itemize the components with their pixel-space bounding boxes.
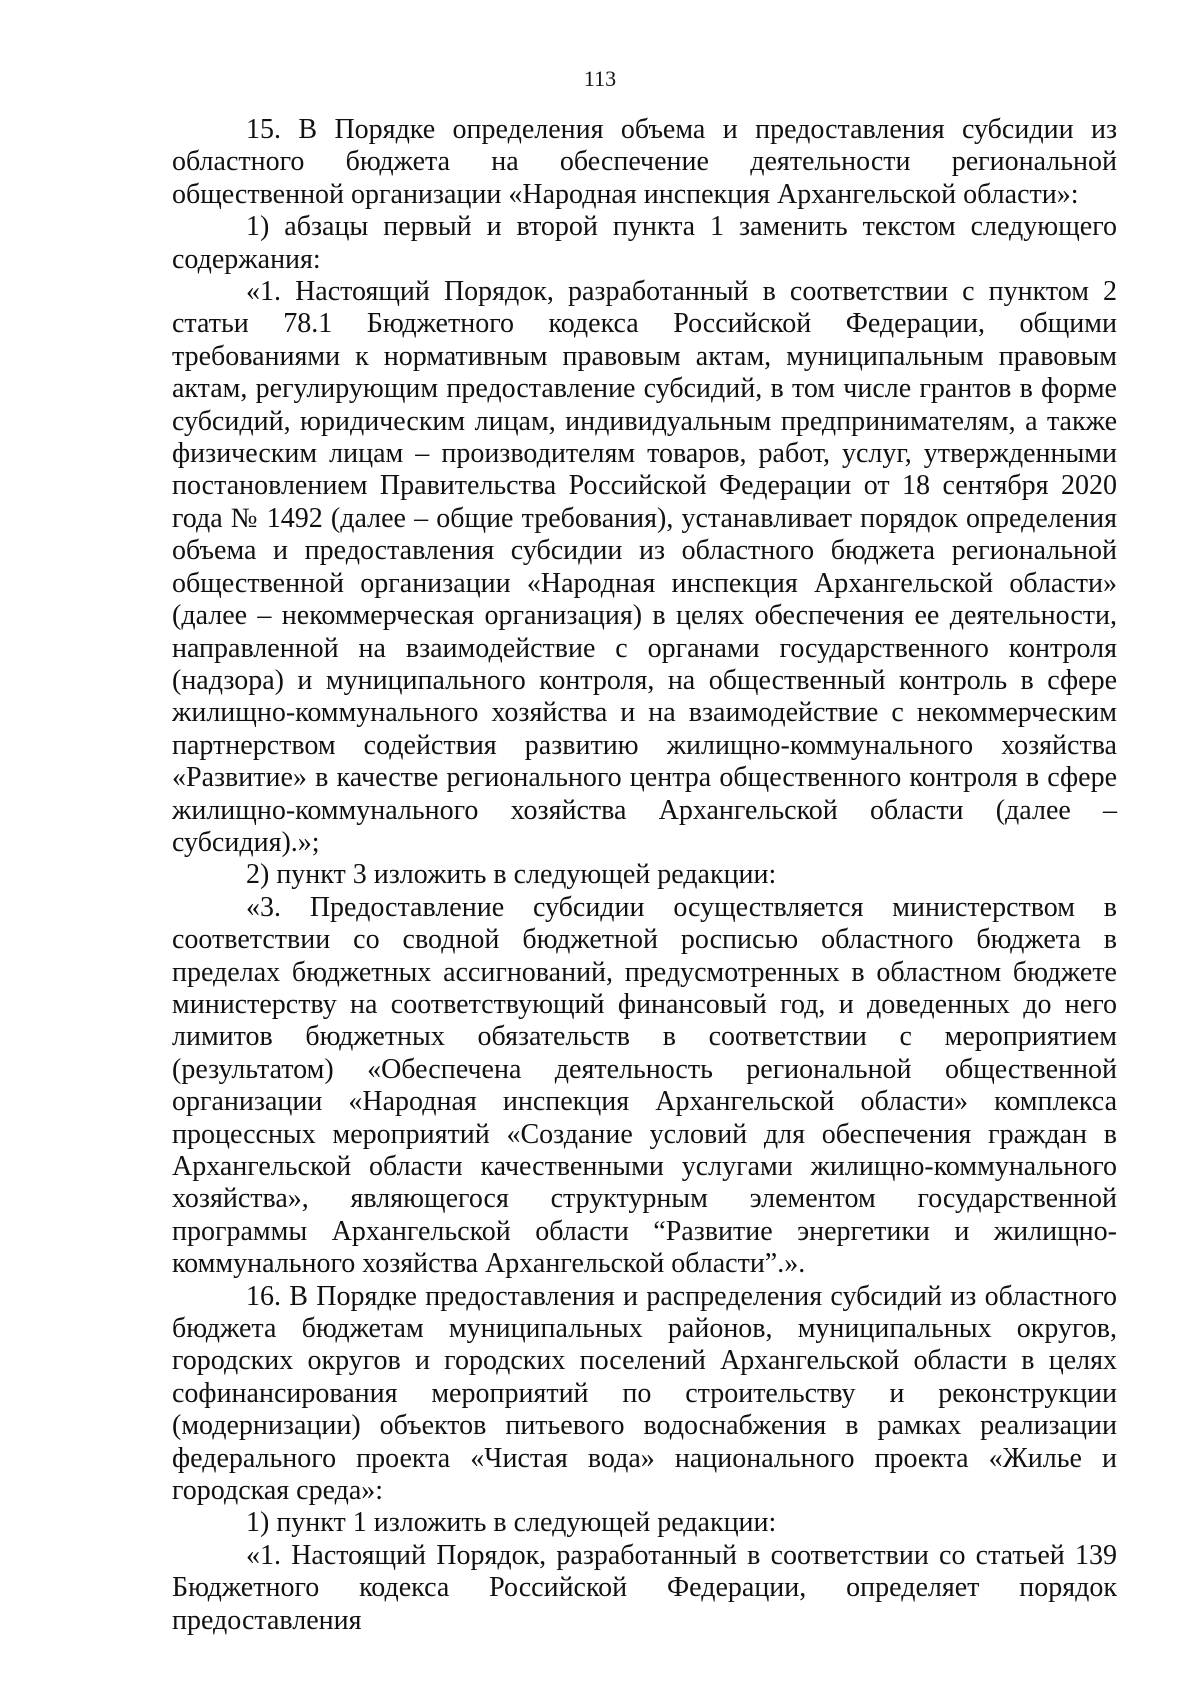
paragraph-16-item-1-text: «1. Настоящий Порядок, разработанный в соответствии со статьей 139 Бюджетного кодекса Российской Федерации, определяет порядок предоставления	[172, 1539, 1117, 1636]
paragraph-15-item-2: 2) пункт 3 изложить в следующей редакции:	[246, 859, 777, 891]
paragraph-15-item-1: 1) абзацы первый и второй пункта 1 заменить текстом следующего содержания:	[172, 211, 1117, 275]
page-number: 113	[583, 66, 617, 91]
paragraph-15-item-2-text: «3. Предоставление субсидии осуществляется министерством в соответствии со сводной бюджетной росписью областного бюджета в пределах бюджетных ассигнований, предусмотренных в областном бюджете министерству на соответствующий финансовый год, и доведенных до него лимитов бюджетных обязательств в соответствии с мероприятием (результатом) «Обеспечена деятельность региональной общественной организации «Народная инспекция Архангельской области» комплекса процессных мероприятий «Создание условий для обеспечения граждан в Архангельской области качественными услугами жилищно-коммунального хозяйства», являющегося структурным элементом государственной программы Архангельской области “Развитие энергетики и жилищно-коммунального хозяйства Архангельской области”.».	[172, 891, 1117, 1280]
paragraph-16-item-1: 1) пункт 1 изложить в следующей редакции:	[246, 1507, 777, 1539]
paragraph-16-intro: 16. В Порядке предоставления и распределения субсидий из областного бюджета бюджетам муниципальных районов, муниципальных округов, городских округов и городских поселений Архангельской области в целях софинансирования мероприятий по строительству и реконструкции (модернизации) объектов питьевого водоснабжения в рамках реализации федерального проекта «Чистая вода» национального проекта «Жилье и городская среда»:	[172, 1280, 1117, 1507]
paragraph-15-intro: 15. В Порядке определения объема и предоставления субсидии из областного бюджета на обеспечение деятельности региональной общественной организации «Народная инспекция Архангельской области»:	[172, 114, 1117, 210]
document-body	[172, 114, 1117, 1637]
paragraph-15-item-1-text: «1. Настоящий Порядок, разработанный в соответствии с пунктом 2 статьи 78.1 Бюджетного кодекса Российской Федерации, общими требованиями к нормативным правовым актам, муниципальным правовым актам, регулирующим предоставление субсидий, в том числе грантов в форме субсидий, юридическим лицам, индивидуальным предпринимателям, а также физическим лицам – производителям товаров, работ, услуг, утвержденными постановлением Правительства Российской Федерации от 18 сентября 2020 года № 1492 (далее – общие требования), устанавливает порядок определения объема и предоставления субсидии из областного бюджета региональной общественной организации «Народная инспекция Архангельской области» (далее – некоммерческая организация) в целях обеспечения ее деятельности, направленной на взаимодействие с органами государственного контроля (надзора) и муниципального контроля, на общественный контроль в сфере жилищно-коммунального хозяйства и на взаимодействие с некоммерческим партнерством содействия развитию жилищно-коммунального хозяйства «Развитие» в качестве регионального центра общественного контроля в сфере жилищно-коммунального хозяйства Архангельской области (далее – субсидия).»;	[172, 276, 1117, 858]
